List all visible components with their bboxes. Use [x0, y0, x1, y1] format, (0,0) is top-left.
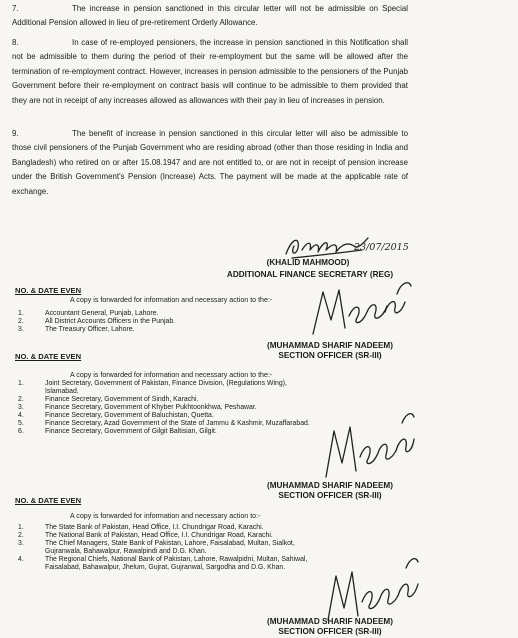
paragraph-8: [12, 36, 408, 108]
signatory-title: SECTION OFFICER (SR-III): [278, 627, 382, 636]
signatory-name: (MUHAMMAD SHARIF NADEEM): [267, 341, 393, 350]
section-header: NO. & DATE EVEN: [15, 496, 82, 505]
handwritten-date: 23/07/2015: [354, 242, 409, 253]
signatory-name: (KHALID MAHMOOD): [266, 258, 350, 267]
signatory-name: (MUHAMMAD SHARIF NADEEM): [267, 481, 393, 490]
list-item: 4. Finance Secretary, Government of Baluchistan, Quetta.: [18, 412, 214, 419]
list-item: Faisalabad, Bahawalpur, Jhelum, Gujrat, Gujranwal, Sargodha and D.G. Khan.: [45, 564, 286, 571]
list-item: 6. Finance Secretary, Government of Gilgit Baltisian, Gilgit.: [18, 428, 217, 435]
paragraph-9: [12, 127, 408, 199]
list-item: 1. Accountant General, Punjab, Lahore.: [18, 310, 159, 317]
paragraph-text: In case of re-employed pensioners, the increase in pension sanctioned in this Notification shall not be admissible to them during the period of their re-employment but the same will be allowed after the termination of re-employment contract. However, increases in pension admissible to the pensioners of the Punjab Government before their re-employment on contract basis will continue to be admissible to them provided that they are not in receipt of any increases allowed as allowances with their pay in lieu of increases in pension.: [12, 38, 408, 105]
section-intro: A copy is forwarded for information and necessary action to the:-: [70, 371, 273, 379]
section-intro: A copy is forwarded for information and necessary action to the:-: [70, 296, 273, 304]
list-item: 2. The National Bank of Pakistan, Head Office, I.I. Chundrigar Road, Karachi.: [18, 532, 273, 539]
list-item: 5. Finance Secretary, Azad Government of the State of Jammu & Kashmir, Muzaffarabad.: [18, 420, 310, 427]
paragraph-7: [12, 2, 408, 31]
list-item: 4. The Regional Chiefs, National Bank of Pakistan, Lahore, Rawalpidni, Multan, Sahiwal,: [18, 556, 308, 563]
paragraph-text: The increase in pension sanctioned in this circular letter will not be admissible on Special Additional Pension allowed in lieu of pre-retirement Orderly Allowance.: [12, 4, 408, 28]
paragraph-text: The benefit of increase in pension sanctioned in this circular letter will also be admissible to those civil pensioners of the Punjab Government who are residing abroad (other than those residing in India and Bangladesh) who retired on or after 15.08.1947 and are not entitled to, or are not in receipt of pension increase under the British Government's Pension (Increase) Acts. The payment will be made at the applicable rate of exchange.: [12, 129, 408, 196]
signatory-title: ADDITIONAL FINANCE SECRETARY (REG): [226, 270, 394, 279]
list-item: 1. The State Bank of Pakistan, Head Office, I.I. Chundrigar Road, Karachi.: [18, 524, 264, 531]
section-header: NO. & DATE EVEN: [15, 286, 82, 295]
list-item: 3. The Chief Managers, State Bank of Pakistan, Lahore, Faisalabad, Multan, Sialkot,: [18, 540, 295, 547]
list-item: 3. Finance Secretary, Government of Khyber Pukhtoonkhwa, Peshawar.: [18, 404, 257, 411]
signature-nadeem: [305, 272, 415, 342]
signatory-title: SECTION OFFICER (SR-III): [278, 351, 382, 360]
list-item: Gujranwala, Bahawalpur, Rawalpindi and D.G. Khan.: [45, 548, 207, 555]
list-item: 1. Joint Secretary, Government of Pakistan, Finance Division, (Regulations Wing),: [18, 380, 287, 387]
signature-nadeem: [318, 405, 418, 485]
list-item: Islamabad.: [45, 388, 79, 395]
list-item: 2. Finance Secretary, Government of Sindh, Karachi.: [18, 396, 199, 403]
recipient-list: [12, 310, 342, 334]
list-item: 3. The Treasury Officer, Lahore.: [18, 326, 135, 333]
paragraph-number: 9.: [12, 129, 19, 138]
list-item: 2. All District Accounts Officers in the Punjab.: [18, 318, 176, 325]
section-intro: A copy is forwarded for information and necessary action to:-: [70, 512, 261, 520]
paragraph-number: 7.: [12, 4, 19, 13]
paragraph-number: 8.: [12, 38, 19, 47]
signatory-title: SECTION OFFICER (SR-III): [278, 491, 382, 500]
signatory-name: (MUHAMMAD SHARIF NADEEM): [267, 617, 393, 626]
section-header: NO. & DATE EVEN: [15, 352, 82, 361]
signature-nadeem: [320, 548, 425, 628]
